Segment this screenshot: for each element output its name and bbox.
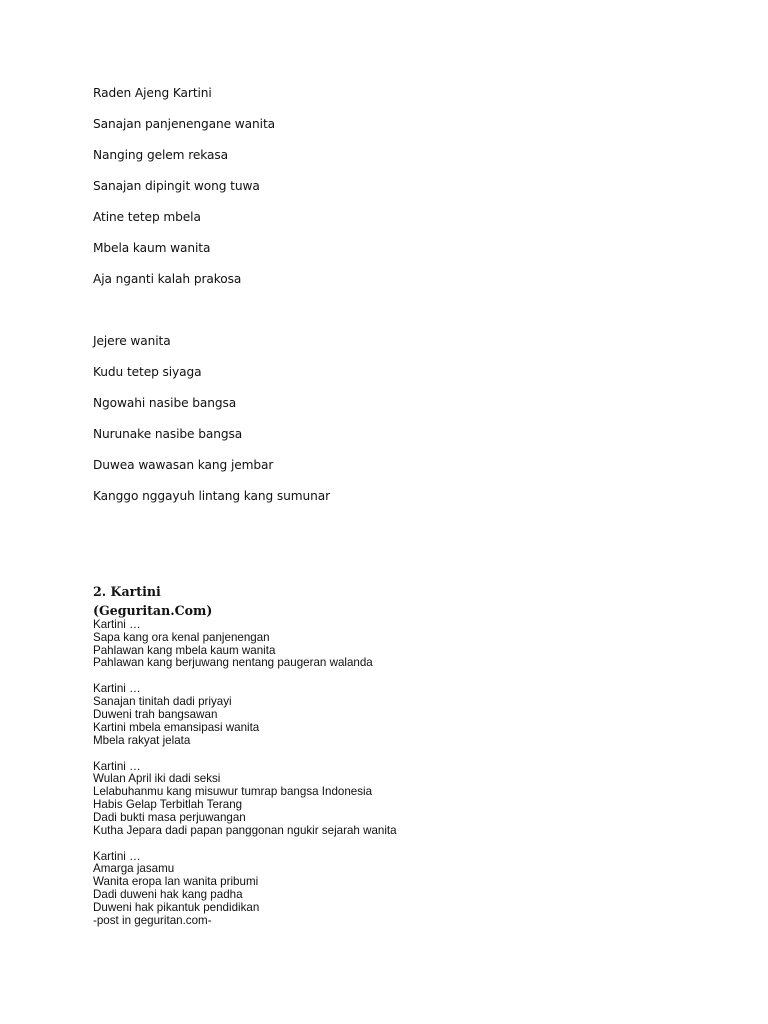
poem-line: Raden Ajeng Kartini [93, 86, 212, 100]
poem-kartini-section [93, 584, 693, 927]
verse-line: Sanajan tinitah dadi priyayi [93, 695, 232, 709]
section-source: (Geguritan.Com) [93, 603, 213, 618]
verse-line: -post in geguritan.com- [93, 913, 212, 927]
verse-line: Habis Gelap Terbitlah Terang [93, 797, 243, 811]
verse-line: Wanita eropa lan wanita pribumi [93, 875, 259, 889]
verse-line: Kartini … [93, 618, 141, 631]
verse-line: Duweni trah bangsawan [93, 707, 218, 721]
poem-line: Nanging gelem rekasa [93, 148, 229, 162]
poem-line: Mbela kaum wanita [93, 241, 211, 255]
stanza-gap [93, 303, 693, 334]
verse-line: Kutha Jepara dadi papan panggonan ngukir sejarah wanita [93, 823, 397, 837]
poem-line: Aja nganti kalah prakosa [93, 272, 242, 286]
poem-line: Kanggo nggayuh lintang kang sumunar [93, 489, 331, 503]
verse-line: Dadi bukti masa perjuwangan [93, 810, 246, 824]
verse-line: Duweni hak pikantuk pendidikan [93, 900, 260, 914]
verse-line: Amarga jasamu [93, 862, 175, 876]
poem-line: Duwea wawasan kang jembar [93, 458, 274, 472]
poem-raden-ajeng-kartini [93, 86, 693, 520]
poem-line: Atine tetep mbela [93, 210, 201, 224]
verse-line: Dadi duweni hak kang padha [93, 887, 243, 901]
stanza-gap [93, 837, 693, 850]
verse-line: Kartini … [93, 849, 141, 863]
poem-line: Sanajan panjenengane wanita [93, 117, 276, 131]
stanza-gap [93, 747, 693, 760]
verse-line: Mbela rakyat jelata [93, 733, 191, 747]
poem-line: Sanajan dipingit wong tuwa [93, 179, 260, 193]
poem-line: Jejere wanita [93, 334, 171, 348]
verse-line: Pahlawan kang mbela kaum wanita [93, 643, 276, 657]
stanza-gap [93, 670, 693, 683]
verse-line: Kartini … [93, 682, 141, 696]
section-heading: 2. Kartini [93, 584, 161, 599]
verse-line: Kartini … [93, 759, 141, 773]
verse-line: Wulan April iki dadi seksi [93, 772, 221, 786]
verse-line: Kartini mbela emansipasi wanita [93, 720, 260, 734]
poem-line: Kudu tetep siyaga [93, 365, 202, 379]
verse-line: Pahlawan kang berjuwang nentang paugeran walanda [93, 656, 373, 670]
verse-line: Sapa kang ora kenal panjenengan [93, 630, 270, 644]
poem-line: Ngowahi nasibe bangsa [93, 396, 237, 410]
verse-line: Lelabuhanmu kang misuwur tumrap bangsa Indonesia [93, 785, 373, 799]
poem-body [93, 619, 693, 927]
poem-line: Nurunake nasibe bangsa [93, 427, 243, 441]
